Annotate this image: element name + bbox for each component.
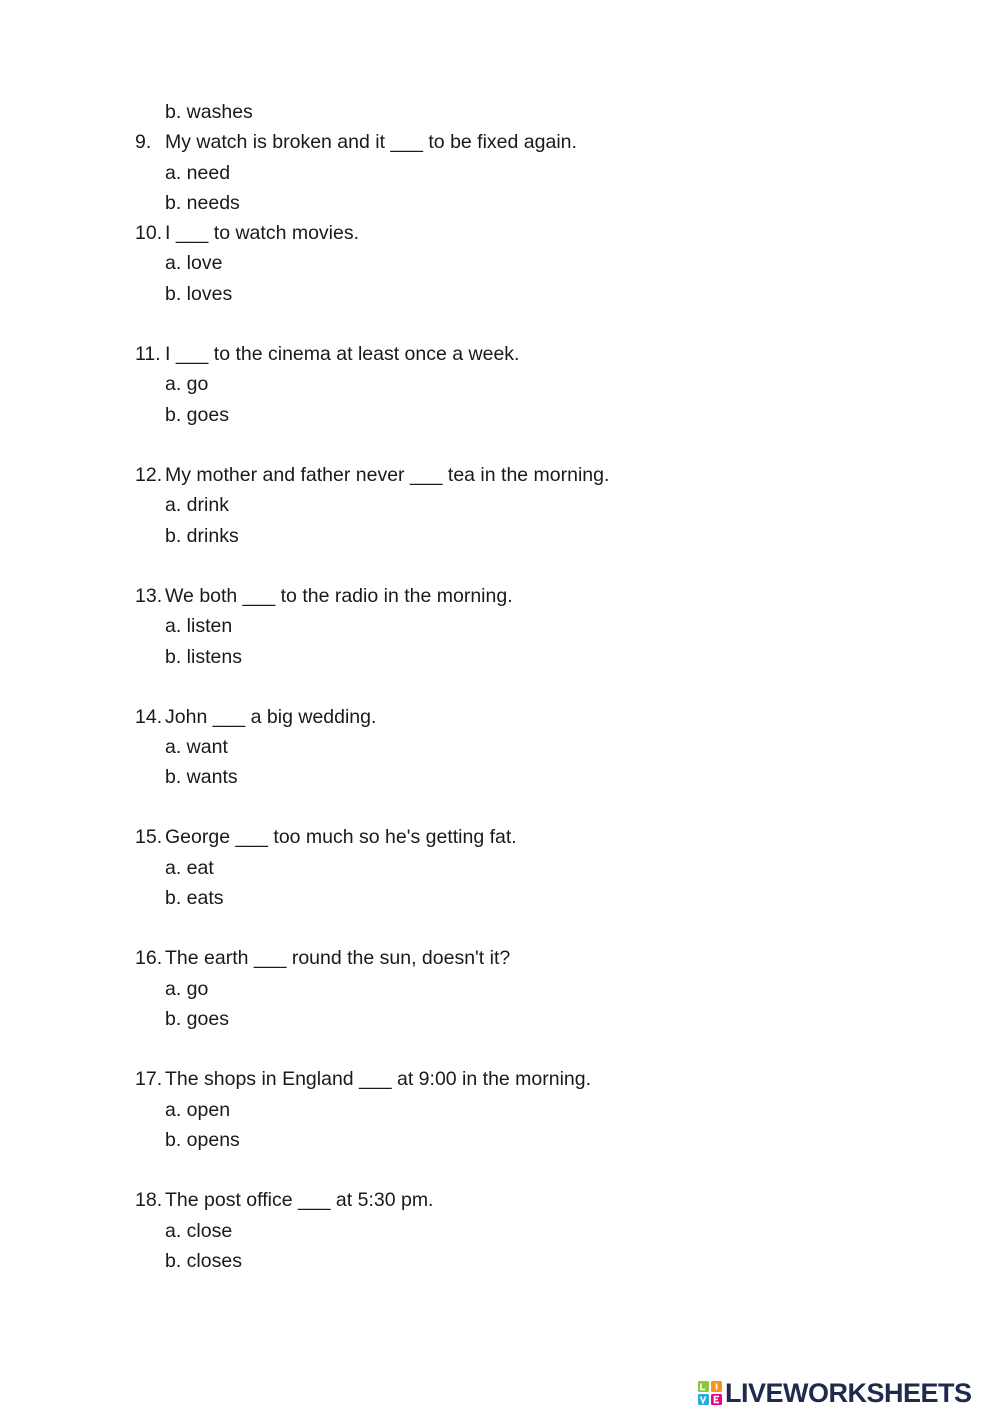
option-b: b. drinks [165,525,239,547]
option-a: a. love [165,252,223,274]
question-text: My mother and father never ___ tea in the morning. [165,464,610,486]
question-number: 14. [135,706,163,728]
lead-option: b. washes [165,101,253,123]
question-text: I ___ to the cinema at least once a week. [165,343,520,365]
liveworksheets-brand [697,1378,972,1408]
option-b: b. goes [165,404,229,426]
question-number: 9. [135,131,152,153]
option-a: a. close [165,1220,233,1242]
question-text: The shops in England ___ at 9:00 in the morning. [165,1068,592,1090]
option-b: b. opens [165,1129,240,1151]
option-a: a. open [165,1099,231,1121]
option-b: b. closes [165,1250,242,1272]
option-a: a. drink [165,494,229,516]
option-b: b. loves [165,283,233,305]
option-a: a. need [165,162,231,184]
liveworksheets-logo-icon [697,1380,723,1406]
question-number: 15. [135,826,163,848]
question-text: I ___ to watch movies. [165,222,360,244]
option-a: a. go [165,978,209,1000]
option-a: a. listen [165,615,233,637]
option-a: a. want [165,736,228,758]
question-text: John ___ a big wedding. [165,706,377,728]
question-number: 16. [135,947,163,969]
option-b: b. goes [165,1008,229,1030]
option-b: b. eats [165,887,224,909]
option-b: b. wants [165,766,238,788]
question-text: We both ___ to the radio in the morning. [165,585,513,607]
option-b: b. needs [165,192,240,214]
option-a: a. go [165,373,209,395]
question-text: The post office ___ at 5:30 pm. [165,1189,434,1211]
question-number: 10. [135,222,163,244]
question-number: 13. [135,585,163,607]
option-a: a. eat [165,857,214,879]
question-number: 11. [135,343,161,365]
question-number: 12. [135,464,163,486]
question-text: My watch is broken and it ___ to be fixed again. [165,131,577,153]
question-text: George ___ too much so he's getting fat. [165,826,517,848]
brand-name: LIVEWORKSHEETS [725,1378,972,1408]
option-b: b. listens [165,646,242,668]
question-text: The earth ___ round the sun, doesn't it? [165,947,511,969]
question-number: 17. [135,1068,163,1090]
question-number: 18. [135,1189,163,1211]
